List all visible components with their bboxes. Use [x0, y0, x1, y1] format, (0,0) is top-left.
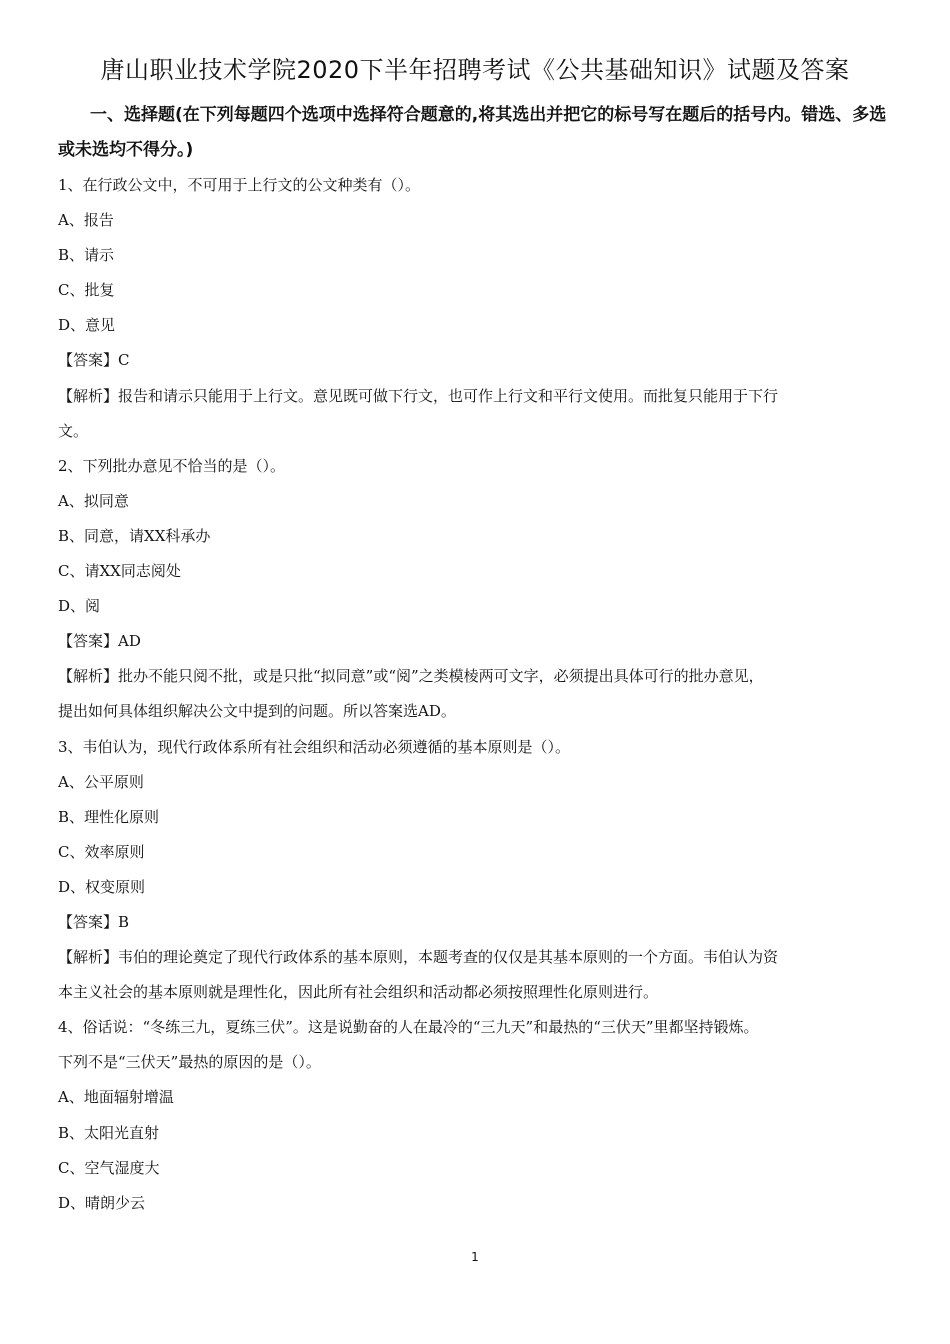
question-stem: 3、韦伯认为，现代行政体系所有社会组织和活动必须遵循的基本原则是（）。 — [58, 737, 571, 756]
analysis-line: 提出如何具体组织解决公文中提到的问题。所以答案选AD。 — [58, 702, 456, 721]
question-stem: 4、俗话说：“冬练三九，夏练三伏”。这是说勤奋的人在最冷的“三九天”和最热的“三伏天”里都坚持锻炼。 — [58, 1018, 759, 1037]
option: A、报告 — [58, 211, 114, 230]
document-title: 唐山职业技术学院2020下半年招聘考试《公共基础知识》试题及答案 — [100, 56, 850, 84]
option: C、请XX同志阅处 — [58, 562, 181, 581]
analysis-line: 【解析】批办不能只阅不批，或是只批“拟同意”或“阅”之类模棱两可文字，必须提出具体可行的批办意见， — [58, 667, 764, 686]
option: B、请示 — [58, 246, 115, 265]
page-number: 1 — [471, 1250, 479, 1264]
option: D、意见 — [58, 316, 116, 335]
option: B、同意，请XX科承办 — [58, 526, 211, 545]
option: D、晴朗少云 — [58, 1193, 146, 1212]
option: C、效率原则 — [58, 842, 145, 861]
option: D、阅 — [58, 597, 101, 616]
question-stem: 1、在行政公文中，不可用于上行文的公文种类有（）。 — [58, 176, 421, 194]
question-stem: 下列不是“三伏天”最热的原因的是（）。 — [58, 1053, 321, 1072]
analysis-line: 本主义社会的基本原则就是理性化，因此所有社会组织和活动都必须按照理性化原则进行。 — [58, 983, 659, 1002]
option: B、理性化原则 — [58, 807, 160, 826]
analysis-line: 【解析】韦伯的理论奠定了现代行政体系的基本原则，本题考查的仅仅是其基本原则的一个方面。韦伯认为资 — [58, 948, 779, 967]
question-list — [58, 168, 898, 1221]
analysis-line: 文。 — [58, 421, 89, 440]
answer: 【答案】AD — [58, 632, 141, 651]
option: C、空气湿度大 — [58, 1158, 160, 1177]
option: A、地面辐射增温 — [58, 1088, 174, 1107]
section-heading: 一、选择题(在下列每题四个选项中选择符合题意的,将其选出并把它的标号写在题后的括号内。错选、多选或未选均不得分。) — [58, 105, 887, 160]
option: A、拟同意 — [58, 491, 129, 510]
analysis-line: 【解析】报告和请示只能用于上行文。意见既可做下行文，也可作上行文和平行文使用。而批复只能用于下行 — [58, 386, 779, 405]
question-stem: 2、下列批办意见不恰当的是（）。 — [58, 456, 286, 475]
option: D、权变原则 — [58, 877, 146, 896]
option: B、太阳光直射 — [58, 1123, 160, 1142]
option: C、批复 — [58, 281, 115, 300]
answer: 【答案】C — [58, 351, 130, 370]
answer: 【答案】B — [58, 912, 130, 931]
option: A、公平原则 — [58, 772, 144, 791]
